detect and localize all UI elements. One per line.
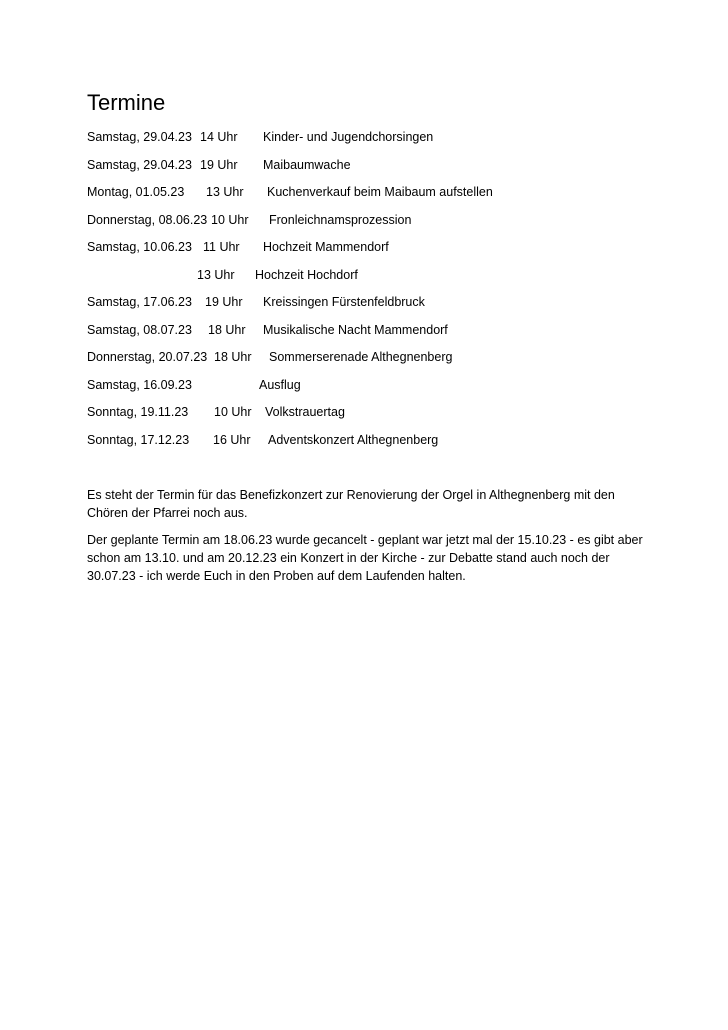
event-title: Kuchenverkauf beim Maibaum aufstellen	[267, 185, 493, 199]
event-time: 14 Uhr	[200, 130, 238, 144]
event-day: Sonntag, 17.12.23	[87, 433, 190, 447]
event-title: Sommerserenade Althegnenberg	[269, 350, 453, 364]
event-day: Montag, 01.05.23	[87, 185, 185, 199]
event-day: Samstag, 10.06.23	[87, 240, 192, 254]
event-day: Samstag, 17.06.23	[87, 295, 192, 309]
event-title: Volkstrauertag	[265, 405, 345, 419]
event-time: 10 Uhr	[214, 405, 252, 419]
note-paragraph: Der geplante Termin am 18.06.23 wurde gecancelt - geplant war jetzt mal der 15.10.23 - es gibt aber schon am 13.10. und am 20.12.23 ein Konzert in der Kirche - zur Debatte stand auch noch der 30.07.23 - ich werde Euch in den Proben auf dem Laufenden halten.	[87, 533, 643, 583]
event-time: 11 Uhr	[203, 240, 240, 254]
event-time: 18 Uhr	[208, 323, 246, 337]
event-time: 13 Uhr	[197, 268, 235, 282]
event-time: 18 Uhr	[214, 350, 252, 364]
event-title: Musikalische Nacht Mammendorf	[263, 323, 448, 337]
event-title: Adventskonzert Althegnenberg	[268, 433, 439, 447]
event-day: Donnerstag, 08.06.23	[87, 213, 208, 227]
event-day: Donnerstag, 20.07.23	[87, 350, 208, 364]
event-day: Samstag, 29.04.23	[87, 158, 192, 172]
event-time: 19 Uhr	[205, 295, 243, 309]
event-title: Kreissingen Fürstenfeldbruck	[263, 295, 425, 309]
event-time: 10 Uhr	[211, 213, 249, 227]
event-title: Hochzeit Hochdorf	[255, 268, 358, 282]
event-title: Hochzeit Mammendorf	[263, 240, 389, 254]
note-paragraph: Es steht der Termin für das Benefizkonzert zur Renovierung der Orgel in Althegnenberg mit den Chören der Pfarrei noch aus.	[87, 488, 615, 520]
event-title: Ausflug	[259, 378, 301, 392]
event-day: Samstag, 29.04.23	[87, 130, 192, 144]
event-time: 13 Uhr	[206, 185, 244, 199]
event-title: Fronleichnamsprozession	[269, 213, 412, 227]
event-time: 16 Uhr	[213, 433, 251, 447]
event-day: Samstag, 08.07.23	[87, 323, 192, 337]
event-time: 19 Uhr	[200, 158, 238, 172]
event-day: Samstag, 16.09.23	[87, 378, 192, 392]
event-day: Sonntag, 19.11.23	[87, 405, 189, 419]
page-title: Termine	[87, 90, 166, 115]
event-title: Maibaumwache	[263, 158, 351, 172]
event-title: Kinder- und Jugendchorsingen	[263, 130, 434, 144]
